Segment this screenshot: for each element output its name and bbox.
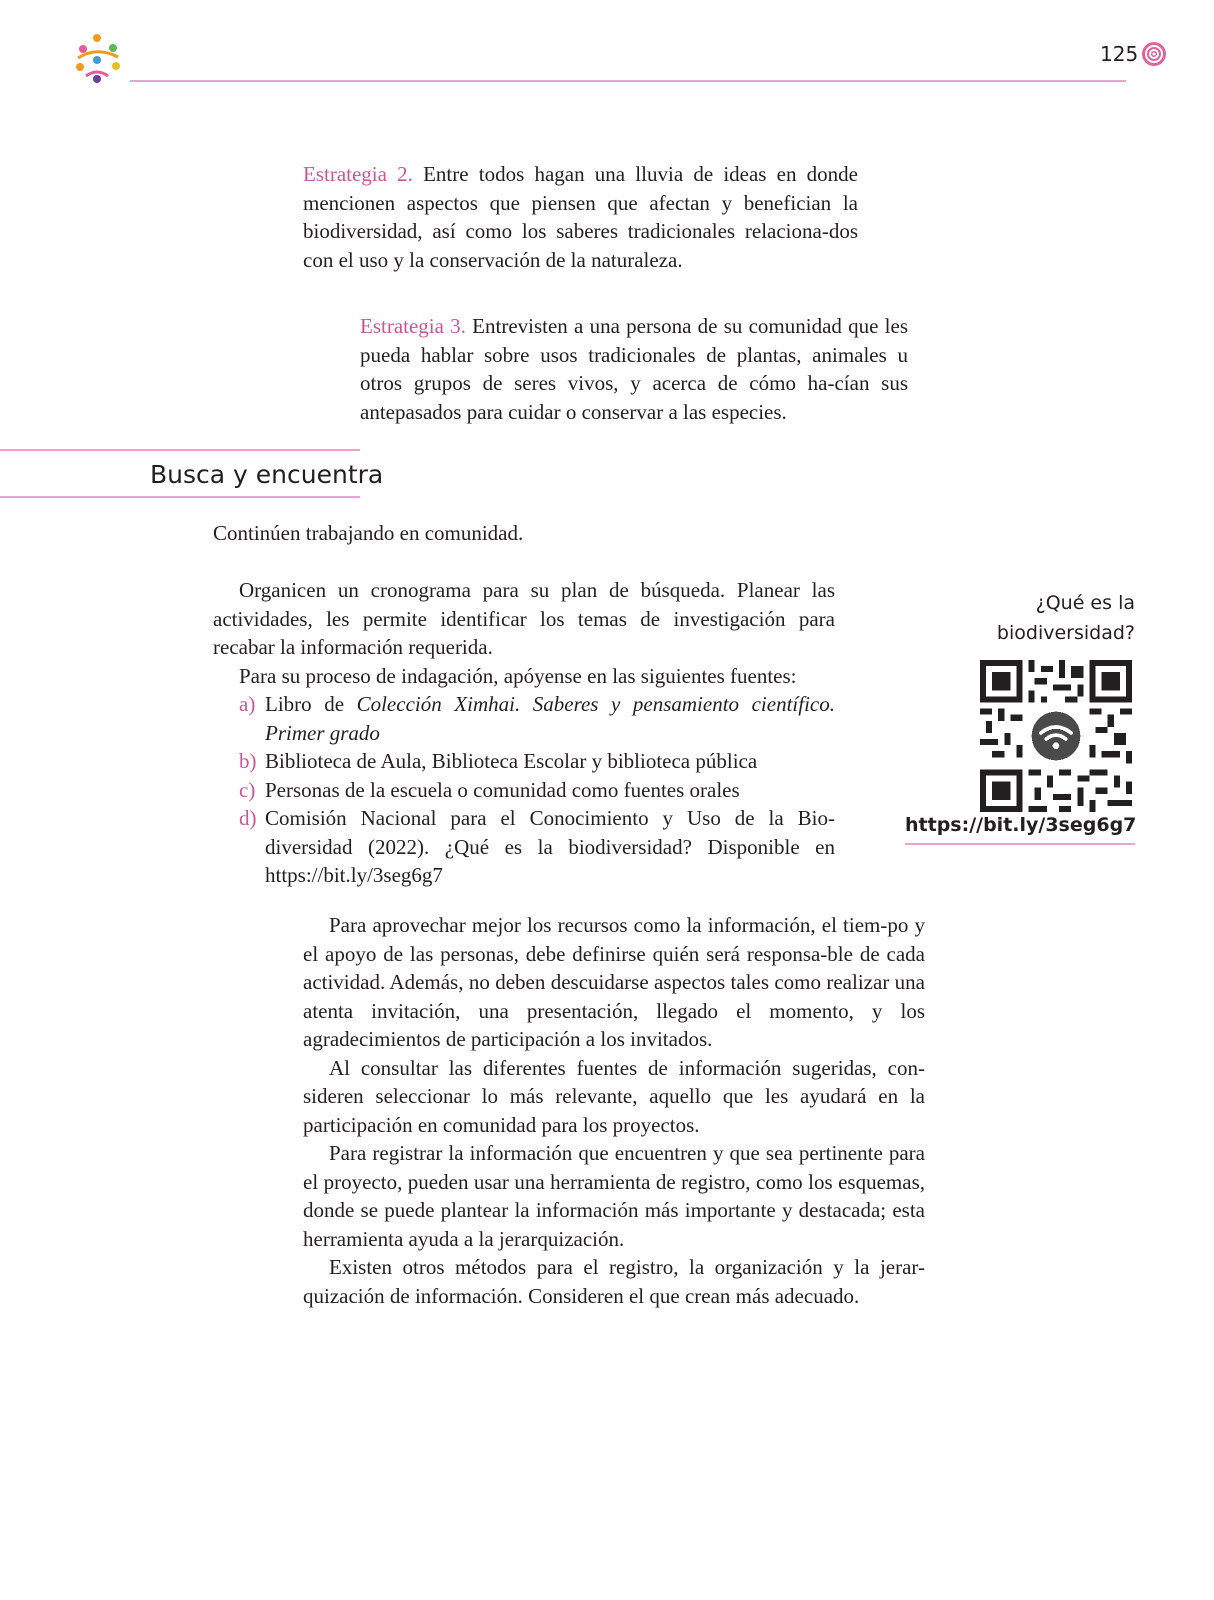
body-paragraph: Al consultar las diferentes fuentes de información sugeridas, con-sideren seleccionar lo más relevante, aquello que les ayudará en la participación en comunidad para los proyectos. [303, 1055, 925, 1137]
spiral-ornament-icon [1140, 40, 1168, 68]
sources-block [213, 576, 835, 890]
paragraph-2: Para su proceso de indagación, apóyense en las siguientes fuentes: [239, 663, 797, 688]
strategy-3-text: Entrevisten a una persona de su comunidad que les pueda hablar sobre usos tradicionales de plantas, animales u otros grupos de seres vivos, y acerca de cómo ha-cían sus antepasados para cuidar o conservar a las especies. [360, 314, 908, 424]
sources-list [213, 690, 835, 890]
body-paragraph: Para aprovechar mejor los recursos como la información, el tiem-po y el apoyo de las personas, debe definirse quién será responsa-ble de cada actividad. Además, no deben descuidarse aspectos tales como realizar una atenta invitación, una presentación, llegado el momento, y los agradecimientos de participación a los invitados. [303, 913, 925, 1051]
list-item: c) Personas de la escuela o comunidad como fuentes orales [239, 776, 835, 805]
header-ornament [1140, 40, 1168, 68]
paragraph-1: Organicen un cronograma para su plan de búsqueda. Planear las actividades, les permite identificar los temas de investigación para recabar la información requerida. [213, 578, 835, 659]
sidebar-url-underline [905, 843, 1135, 845]
strategy-3-label: Estrategia 3. [360, 314, 466, 338]
body-paragraph: Para registrar la información que encuentren y que sea pertinente para el proyecto, pueden usar una herramienta de registro, como los esquemas, donde se puede plantear la información más importante y destacada; esta herramienta ayuda a la jerarquización. [303, 1141, 925, 1251]
list-marker: b) [239, 749, 257, 773]
strategy-3 [360, 312, 908, 426]
list-marker: d) [239, 806, 257, 830]
list-item: b) Biblioteca de Aula, Biblioteca Escolar y biblioteca pública [239, 747, 835, 776]
qr-code[interactable] [980, 660, 1132, 812]
strategy-2-text: Entre todos hagan una lluvia de ideas en donde mencionen aspectos que piensen que afectan y benefician la biodiversidad, así como los saberes tradicionales relaciona-dos con el uso y la conservación de la naturaleza. [303, 162, 859, 272]
page-number: 125 [1100, 42, 1139, 66]
section-title: Busca y encuentra [150, 460, 384, 489]
sidebar-title: ¿Qué es la biodiversidad? [996, 592, 1135, 644]
section-rule-bottom [0, 496, 360, 498]
list-marker: c) [239, 777, 256, 802]
logo-icon [70, 32, 126, 86]
list-marker: a) [239, 692, 256, 716]
header-logo [70, 32, 126, 86]
intro-text: Continúen trabajando en comunidad. [213, 521, 524, 545]
strategy-2 [303, 160, 858, 274]
list-item: d) Comisión Nacional para el Conocimiento y Uso de la Bio-diversidad (2022). ¿Qué es la biodiversidad? Disponible en https://bit.ly/3seg6g7 [239, 806, 835, 887]
strategy-2-label: Estrategia 2. [303, 162, 413, 186]
body-paragraph: Existen otros métodos para el registro, la organización y la jerar-quización de información. Consideren el que crean más adecuado. [303, 1255, 925, 1308]
header-rule [130, 80, 1126, 82]
qr-code-icon [980, 660, 1132, 812]
body-block [303, 911, 925, 1310]
list-item: a) Libro de Colección Ximhai. Saberes y pensamiento científico. Primer grado [239, 692, 835, 745]
section-rule-top [0, 449, 360, 451]
sidebar-url[interactable]: https://bit.ly/3seg6g7 [905, 814, 1137, 836]
